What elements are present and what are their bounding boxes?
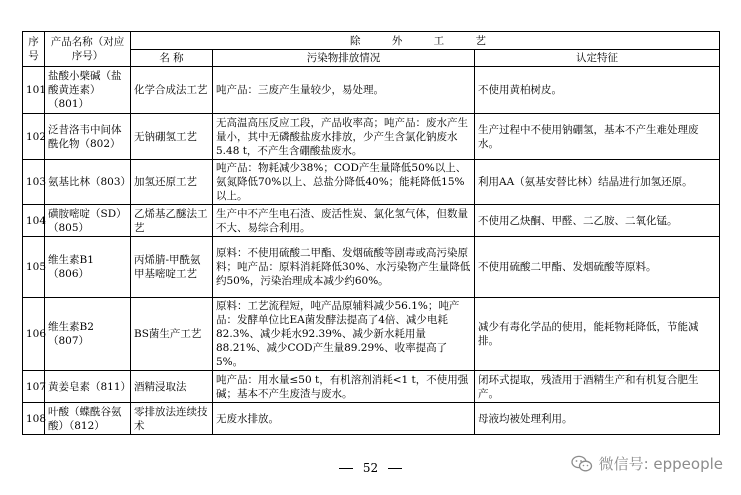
row-feature: 不使用乙炔酮、甲醛、二乙胺、二氧化锰。: [475, 205, 720, 237]
row-pollution: 无高温高压反应工段，产品收率高；吨产品：废水产生量小，其中无磷酸盐废水排放，少产生含氯化钠废水5.48 t，不产生含硼酸盐废水。: [213, 114, 475, 160]
process-table: [22, 31, 720, 435]
row-feature: 减少有毒化学品的使用，能耗物耗降低，节能减排。: [475, 298, 720, 371]
row-no: 107: [23, 371, 45, 403]
row-pollution: 无废水排放。: [213, 403, 475, 435]
footer-dash-right: [388, 468, 402, 469]
wechat-icon: [571, 455, 593, 473]
row-name: 丙烯腈-甲酰氨甲基嘧啶工艺: [131, 237, 213, 298]
row-name: 乙烯基乙醚法工艺: [131, 205, 213, 237]
row-no: 108: [23, 403, 45, 435]
row-pollution: 原料：工艺流程短，吨产品原辅料减少56.1%；吨产品：发酵单位比EA菌发酵法提高了4倍、减少电耗82.3%、减少耗水92.39%、减少新水耗用量88.21%、减少COD产生量89.29%、收率提高了5%。: [213, 298, 475, 371]
row-pollution: 原料：不使用硫酸二甲酯、发烟硫酸等剧毒或高污染原料；吨产品：原料消耗降低30%、水污染物产生量降低约50%，污染治理成本减少约60%。: [213, 237, 475, 298]
row-product: 泛昔洛韦中间体酰化物（802）: [45, 114, 131, 160]
header-process-group: 除 外 工 艺: [131, 32, 720, 50]
row-name: 酒精浸取法: [131, 371, 213, 403]
table-row: [23, 403, 720, 435]
row-name: 零排放法连续技术: [131, 403, 213, 435]
table-row: [23, 67, 720, 114]
row-product: 氨基比林（803）: [45, 160, 131, 205]
row-feature: 利用AA（氨基安替比林）结晶进行加氢还原。: [475, 160, 720, 205]
watermark-text: 微信号: eppeople: [598, 455, 723, 473]
footer-dash-left: [339, 468, 353, 469]
row-no: 106: [23, 298, 45, 371]
row-name: 无钠硼氢工艺: [131, 114, 213, 160]
row-no: 102: [23, 114, 45, 160]
row-no: 103: [23, 160, 45, 205]
row-pollution: 吨产品：三废产生量较少，易处理。: [213, 67, 475, 114]
table-row: [23, 160, 720, 205]
header-no: 序号: [23, 32, 45, 67]
watermark: [571, 453, 723, 474]
header-product: 产品名称（对应序号）: [45, 32, 131, 67]
row-pollution: 生产中不产生电石渣、废活性炭、氯化氢气体，但数量不大、易综合利用。: [213, 205, 475, 237]
row-name: 加氢还原工艺: [131, 160, 213, 205]
page-number: 52: [362, 461, 379, 475]
row-product: 磺胺嘧啶（SD）（805）: [45, 205, 131, 237]
row-product: 盐酸小檗碱（盐酸黄连素）（801）: [45, 67, 131, 114]
row-no: 101: [23, 67, 45, 114]
table-row: [23, 114, 720, 160]
row-feature: 母液均被处理利用。: [475, 403, 720, 435]
row-product: 叶酸（蝶酰谷氨酸）（812）: [45, 403, 131, 435]
row-name: 化学合成法工艺: [131, 67, 213, 114]
table-row: [23, 298, 720, 371]
row-feature: 不使用黄柏树皮。: [475, 67, 720, 114]
row-product: 维生素B1（806）: [45, 237, 131, 298]
table-row: [23, 371, 720, 403]
row-pollution: 吨产品：用水量≤50 t，有机溶剂消耗<1 t，不使用强碱；基本不产生废渣与废水。: [213, 371, 475, 403]
row-product: 维生素B2（807）: [45, 298, 131, 371]
row-name: BS菌生产工艺: [131, 298, 213, 371]
row-feature: 不使用硫酸二甲酯、发烟硫酸等原料。: [475, 237, 720, 298]
header-feature: 认定特征: [475, 50, 720, 67]
table-row: [23, 237, 720, 298]
header-name: 名 称: [131, 50, 213, 67]
row-product: 黄姜皂素（811）: [45, 371, 131, 403]
table-row: [23, 205, 720, 237]
row-feature: 闭环式提取，残渣用于酒精生产和有机复合肥生产。: [475, 371, 720, 403]
row-no: 105: [23, 237, 45, 298]
row-no: 104: [23, 205, 45, 237]
header-pollution: 污染物排放情况: [213, 50, 475, 67]
row-feature: 生产过程中不使用钠硼氢，基本不产生难处理废水。: [475, 114, 720, 160]
row-pollution: 吨产品：物耗减少38%；COD产生量降低50%以上、氨氮降低70%以上、总盐分降低40%；能耗降低15%以上。: [213, 160, 475, 205]
